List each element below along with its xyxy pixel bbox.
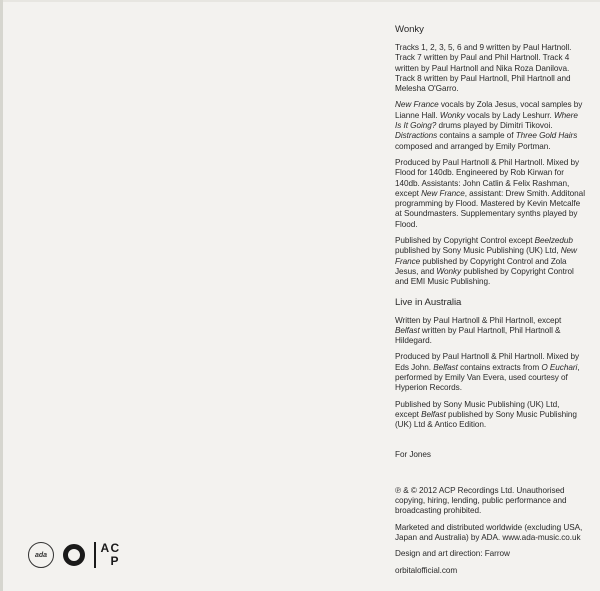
website-text: orbitalofficial.com: [395, 565, 458, 575]
live-publishing-credits: Published by Sony Music Publishing (UK) Ltd, except Belfast published by Sony Music Publishing (UK) Ltd & Antico Edition.: [395, 399, 577, 430]
design-credit: Design and art direction: Farrow: [395, 549, 510, 559]
ada-logo-icon: ada: [28, 542, 54, 568]
wonky-vocal-credits: New France vocals by Zola Jesus, vocal samples by Lianne Hall. Wonky vocals by Lady Leshurr. Where Is It Going? drums played by Dimitri Tikovoi. Distractions contains a sample of Three Gold Hairs composed and arranged by Emily Portman.: [395, 100, 583, 151]
page-left-edge: [0, 0, 3, 591]
live-writing-credits: Written by Paul Hartnoll & Phil Hartnoll, except Belfast written by Paul Hartnoll, Phil Hartnoll & Hildegard.: [395, 315, 562, 346]
copyright-notice: ℗ & © 2012 ACP Recordings Ltd. Unauthorised copying, hiring, lending, public performance and broadcasting prohibited.: [395, 485, 567, 516]
section-title-wonky: Wonky: [395, 24, 424, 35]
distribution-notice: Marketed and distributed worldwide (excluding USA, Japan and Australia) by ADA. www.ada-music.co.uk: [395, 522, 583, 542]
ring-logo-icon: [63, 544, 85, 566]
live-production-credits: Produced by Paul Hartnoll & Phil Hartnoll. Mixed by Eds John. Belfast contains extracts from O Euchari, performed by Emily Van Evera, used courtesy of Hyperion Records.: [395, 352, 580, 393]
wonky-writing-credits: Tracks 1, 2, 3, 5, 6 and 9 written by Paul Hartnoll. Track 7 written by Paul and Phil Hartnoll. Track 4 written by Paul Hartnoll and Nika Roza Danilova. Track 8 written by Paul Hartnoll, Phil Hartnoll and Melesha O'Garro.: [395, 43, 572, 94]
acp-logo-icon: A C P: [94, 541, 121, 569]
credits-column: [395, 24, 585, 582]
label-logos: [28, 540, 121, 570]
wonky-production-credits: Produced by Paul Hartnoll & Phil Hartnoll. Mixed by Flood for 140db. Engineered by Rob Kirwan for 140db. Assistants: John Catlin & Felix Rashman, except New France, assistant: Drew Smith. Additonal programming by Flood. Mastered by Kevin Metcalfe at Soundmasters. Supplementary synths played by Flood.: [395, 157, 585, 229]
section-title-live: Live in Australia: [395, 296, 462, 308]
dedication: For Jones: [395, 449, 431, 459]
page-top-edge: [0, 0, 600, 2]
wonky-publishing-credits: Published by Copyright Control except Beelzedub published by Sony Music Publishing (UK) Ltd, New France published by Copyright Control and Zola Jesus, and Wonky published by Copyright Control and EMI Music Publishing.: [395, 236, 577, 287]
